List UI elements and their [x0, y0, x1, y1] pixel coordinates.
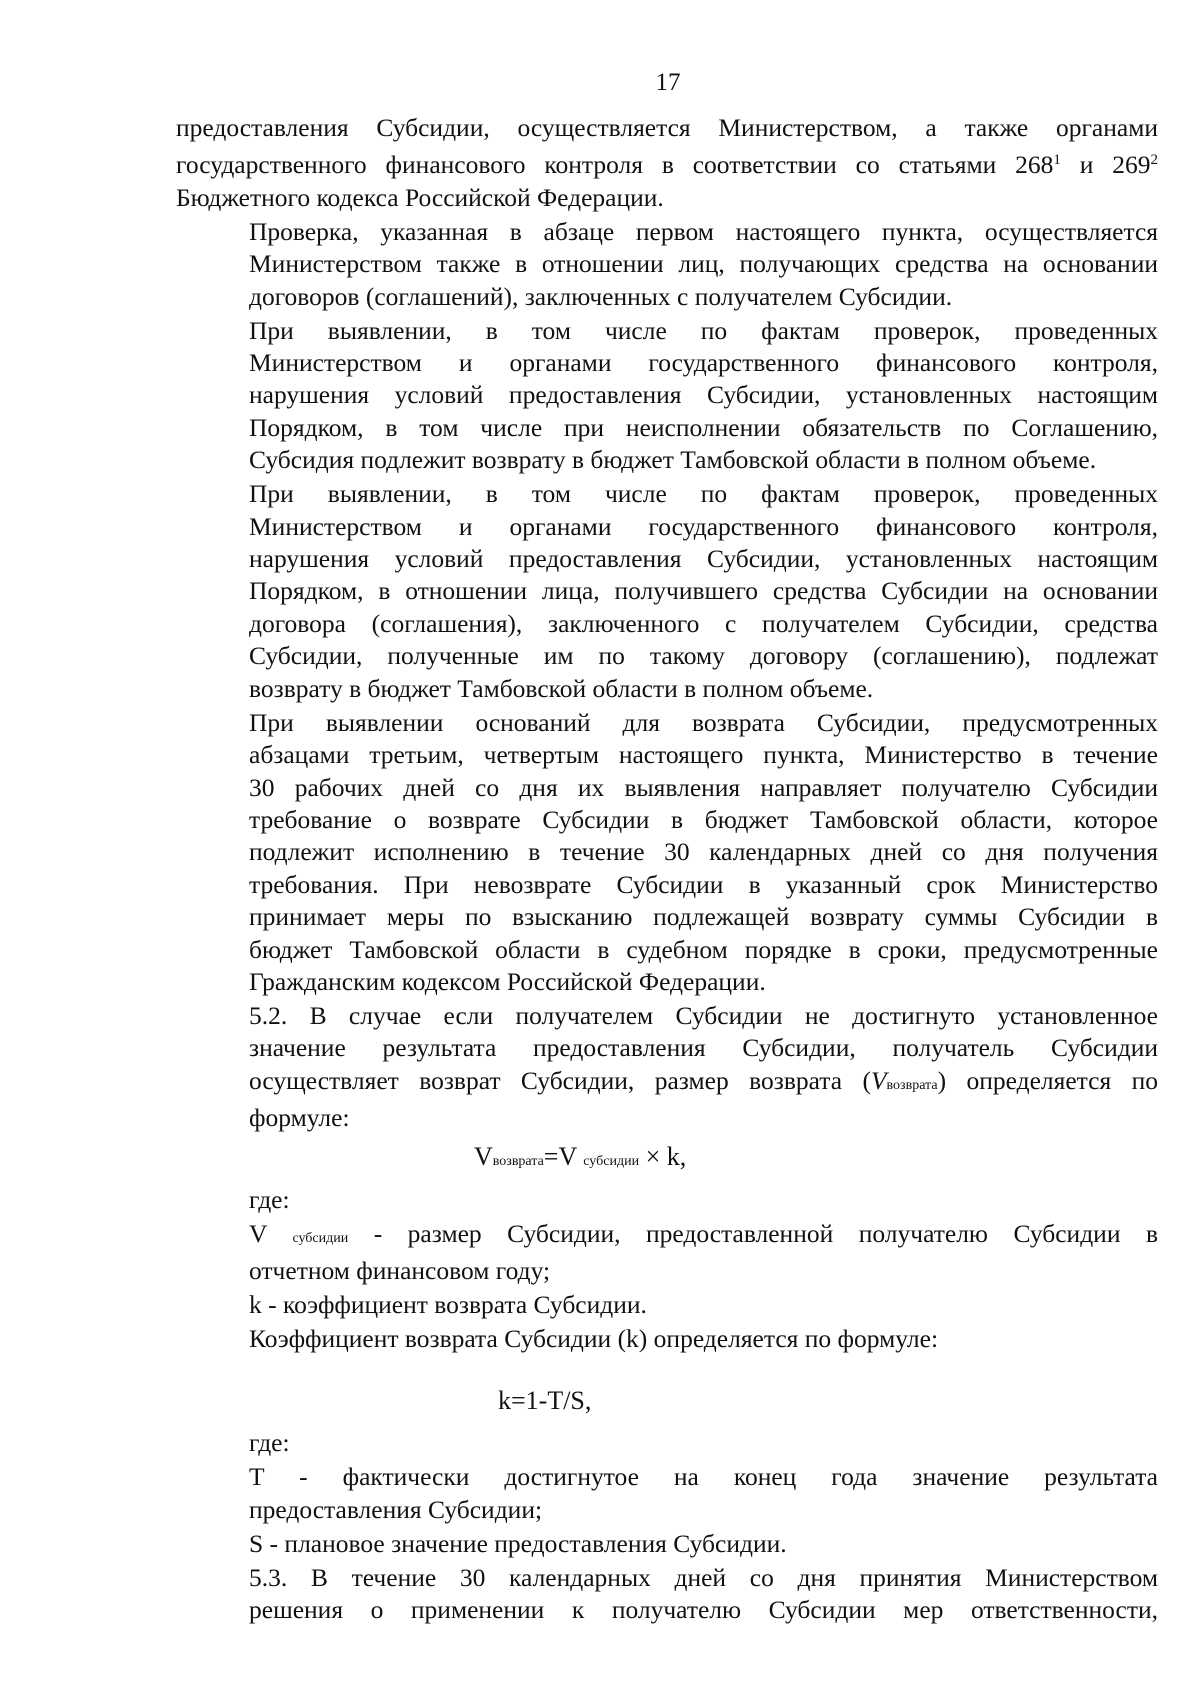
text-line: отчетном финансовом году; — [249, 1255, 551, 1285]
subscript: субсидии — [292, 1230, 349, 1246]
definition-k: k - коэффициент возврата Субсидии. — [249, 1289, 647, 1319]
text-line — [176, 1065, 1158, 1102]
text-line: Проверка, указанная в абзаце первом настоящего пункта, осуществляется — [249, 216, 1158, 246]
text-line: принимает меры по взысканию подлежащей возврату суммы Субсидии в — [249, 902, 1158, 932]
text-line — [176, 144, 1158, 181]
text-line: формуле: — [249, 1103, 350, 1133]
text-line: Министерством и органами государственного финансового контроля, — [249, 348, 1158, 378]
text-run: осуществляет возврат Субсидии, размер возврата ( — [249, 1065, 871, 1095]
formula-coefficient: k=1-T/S, — [498, 1386, 592, 1416]
text-line: бюджет Тамбовской области в судебном порядке в сроки, предусмотренные — [249, 934, 1158, 964]
text-run: государственного финансового контроля в соответствии со статьями 268 — [176, 150, 1054, 180]
text-line: Порядком, в том числе при неисполнении обязательств по Соглашению, — [249, 412, 1158, 442]
text-line: Гражданским кодексом Российской Федерации. — [249, 966, 766, 996]
text-line: T - фактически достигнутое на конец года значение результата — [249, 1462, 1158, 1492]
coefficient-intro: Коэффициент возврата Субсидии (k) определяется по формуле: — [249, 1323, 939, 1353]
definition-v-subsidy — [176, 1218, 1158, 1288]
subscript: возврата — [492, 1153, 544, 1169]
footnote-superscript: 2 — [1150, 152, 1158, 169]
text-line — [176, 1218, 1158, 1255]
text-line: договора (соглашения), заключенного с получателем Субсидии, средства — [249, 608, 1158, 638]
text-line: требование о возврате Субсидии в бюджет Тамбовской области, которое — [249, 804, 1158, 834]
page-number: 17 — [655, 69, 681, 96]
footnote-superscript: 1 — [1053, 152, 1061, 169]
text-line: 5.3. В течение 30 календарных дней со дня принятия Министерством — [249, 1562, 1158, 1592]
text-line: При выявлении оснований для возврата Субсидии, предусмотренных — [249, 707, 1158, 737]
text-line: нарушения условий предоставления Субсидии, установленных настоящим — [249, 544, 1158, 574]
paragraph-4 — [176, 478, 1158, 705]
text-line: Бюджетного кодекса Российской Федерации. — [176, 182, 664, 212]
text-line: подлежит исполнению в течение 30 календарных дней со дня получения — [249, 837, 1158, 867]
document-body — [176, 112, 1158, 1628]
text-line: предоставления Субсидии; — [249, 1494, 543, 1524]
formula-symbol: V — [474, 1141, 493, 1171]
definition-s: S - плановое значение предоставления Субсидии. — [249, 1528, 787, 1558]
text-line: 30 рабочих дней со дня их выявления направляет получателю Субсидии — [249, 772, 1158, 802]
text-line: договоров (соглашений), заключенных с получателем Субсидии. — [249, 281, 953, 311]
formula-refund-amount — [176, 1141, 1158, 1178]
text-line: Субсидия подлежит возврату в бюджет Тамбовской области в полном объеме. — [249, 445, 1097, 475]
where-label-2: где: — [249, 1428, 290, 1458]
text-line: Субсидии, полученные им по такому договору (соглашению), подлежат — [249, 641, 1158, 671]
paragraph-2 — [176, 216, 1158, 313]
text-line: абзацами третьим, четвертым настоящего пункта, Министерство в течение — [249, 740, 1158, 770]
formula-symbol: V — [249, 1218, 293, 1248]
text-line: 5.2. В случае если получателем Субсидии не достигнуто установленное — [249, 1000, 1158, 1030]
text-line: Министерством и органами государственного финансового контроля, — [249, 511, 1158, 541]
variable-v: V — [870, 1065, 887, 1095]
text-line: При выявлении, в том числе по фактам проверок, проведенных — [249, 479, 1158, 509]
subscript: возврата — [886, 1077, 938, 1093]
paragraph-5-3 — [176, 1562, 1158, 1627]
text-line: Министерством также в отношении лиц, получающих средства на основании — [249, 249, 1158, 279]
text-line: Порядком, в отношении лица, получившего средства Субсидии на основании — [249, 576, 1158, 606]
text-run: - размер Субсидии, предоставленной получателю Субсидии в — [348, 1218, 1158, 1248]
definition-t — [176, 1461, 1158, 1526]
where-label: где: — [249, 1184, 290, 1214]
text-line: значение результата предоставления Субсидии, получатель Субсидии — [249, 1033, 1158, 1063]
subscript: субсидии — [583, 1153, 640, 1169]
paragraph-5 — [176, 707, 1158, 999]
paragraph-3 — [176, 315, 1158, 477]
text-line: предоставления Субсидии, осуществляется Министерством, а также органами — [176, 113, 1158, 142]
paragraph-1 — [176, 112, 1158, 214]
formula-symbol: × k, — [639, 1141, 687, 1171]
text-run: ) определяется по — [937, 1065, 1158, 1095]
text-line: решения о применении к получателю Субсидии мер ответственности, — [249, 1595, 1158, 1625]
text-line: нарушения условий предоставления Субсидии, установленных настоящим — [249, 380, 1158, 410]
paragraph-5-2 — [176, 1000, 1158, 1135]
text-run: и 269 — [1060, 150, 1151, 180]
formula-symbol: =V — [543, 1141, 584, 1171]
text-line: При выявлении, в том числе по фактам проверок, проведенных — [249, 315, 1158, 345]
text-line: возврату в бюджет Тамбовской области в полном объеме. — [249, 673, 874, 703]
text-line: требования. При невозврате Субсидии в указанный срок Министерство — [249, 869, 1158, 899]
